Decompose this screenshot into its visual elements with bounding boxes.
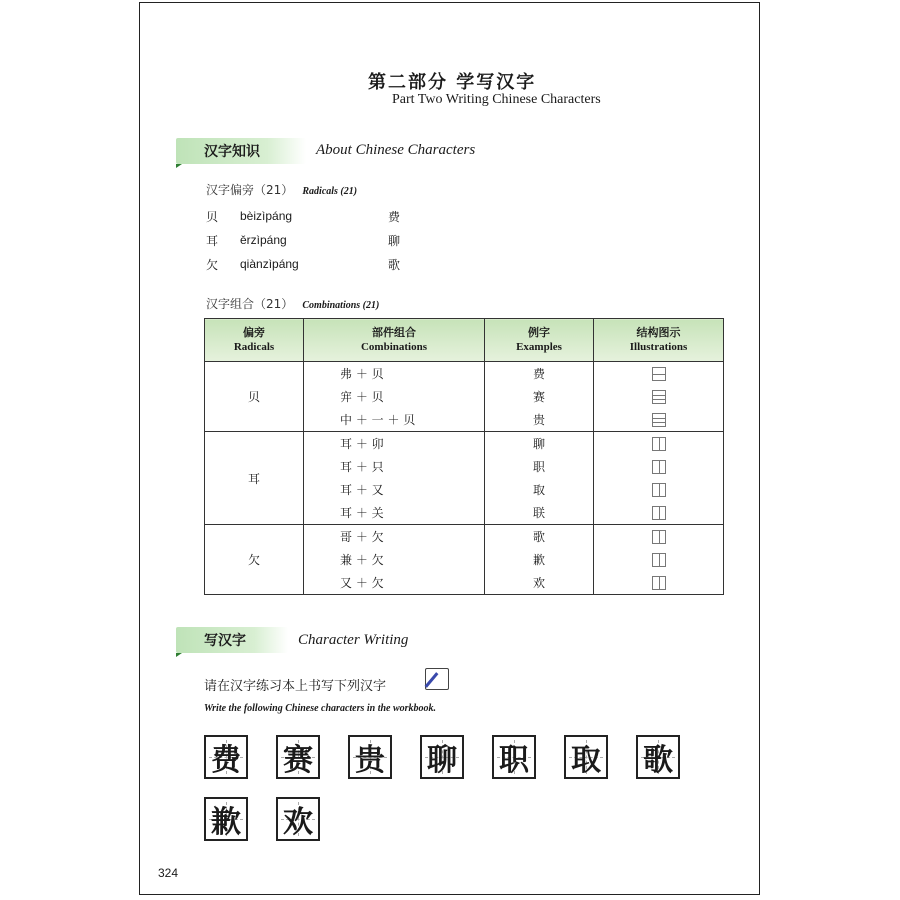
pen-workbook-icon (425, 668, 449, 690)
radicals-heading (206, 179, 357, 198)
practice-char-box: 赛 (276, 735, 320, 779)
practice-char-box: 取 (564, 735, 608, 779)
illustration-cell (594, 362, 724, 386)
left-right-structure-icon (652, 553, 666, 567)
example-cell: 取 (485, 478, 594, 501)
practice-char-box: 职 (492, 735, 536, 779)
page-title-cn: 第二部分 学写汉字 (368, 72, 537, 93)
combo-cell: 兼 ＋ 欠 (304, 548, 485, 571)
combo-cell: 弗 ＋ 贝 (304, 362, 485, 386)
illustration-cell (594, 525, 724, 549)
example-cell: 贵 (485, 408, 594, 432)
illustration-cell (594, 548, 724, 571)
radical-pinyin: bèizìpáng (240, 209, 293, 223)
section-label-cn: 写汉字 (204, 633, 246, 649)
combinations-heading-en: Combinations (21) (302, 300, 380, 311)
example-cell: 歌 (485, 525, 594, 549)
left-right-structure-icon (652, 576, 666, 590)
combinations-heading (206, 293, 379, 312)
example-cell: 联 (485, 501, 594, 525)
example-cell: 费 (485, 362, 594, 386)
radical-char: 欠 (206, 258, 219, 272)
combo-cell: 中 ＋ 一 ＋ 贝 (304, 408, 485, 432)
radical-char: 耳 (206, 234, 219, 248)
combinations-heading-cn: 汉字组合（21） (206, 297, 294, 311)
illustration-cell (594, 501, 724, 525)
page-title-en: Part Two Writing Chinese Characters (392, 92, 601, 107)
section-banner-about (176, 138, 306, 164)
combo-cell: 耳 ＋ 又 (304, 478, 485, 501)
example-cell: 欢 (485, 571, 594, 595)
practice-char-box: 欢 (276, 797, 320, 841)
illustration-cell (594, 408, 724, 432)
practice-char-box: 歌 (636, 735, 680, 779)
table-row (205, 362, 724, 386)
radical-example: 歌 (388, 258, 401, 272)
instruction-cn: 请在汉字练习本上书写下列汉字 (204, 679, 387, 694)
combo-cell: 又 ＋ 欠 (304, 571, 485, 595)
radical-example: 聊 (388, 234, 401, 248)
radicals-heading-cn: 汉字偏旁（21） (206, 183, 294, 197)
section-label-en: About Chinese Characters (316, 142, 476, 158)
section-banner-writing (176, 627, 288, 653)
banner-tip-icon (176, 164, 182, 168)
illustration-cell (594, 432, 724, 456)
radical-cell: 欠 (205, 525, 304, 595)
section-label-cn: 汉字知识 (204, 144, 260, 160)
radical-cell: 贝 (205, 362, 304, 432)
left-right-structure-icon (652, 506, 666, 520)
illustration-cell (594, 455, 724, 478)
radicals-heading-en: Radicals (21) (302, 186, 358, 197)
header-examples: 例字 Examples (485, 319, 594, 362)
practice-char-box: 歉 (204, 797, 248, 841)
example-cell: 聊 (485, 432, 594, 456)
table-row (205, 432, 724, 456)
radical-example: 费 (388, 210, 401, 224)
example-cell: 歉 (485, 548, 594, 571)
practice-char-box: 费 (204, 735, 248, 779)
combo-cell: 耳 ＋ 关 (304, 501, 485, 525)
page-number: 324 (158, 866, 179, 880)
left-right-structure-icon (652, 530, 666, 544)
combo-cell: 耳 ＋ 卯 (304, 432, 485, 456)
left-right-structure-icon (652, 483, 666, 497)
instruction-en: Write the following Chinese characters in the workbook. (204, 703, 437, 714)
radical-char: 贝 (206, 210, 219, 224)
header-combinations: 部件组合 Combinations (304, 319, 485, 362)
example-cell: 职 (485, 455, 594, 478)
left-right-structure-icon (652, 460, 666, 474)
table-header-row (205, 319, 724, 362)
illustration-cell (594, 571, 724, 595)
practice-char-box: 贵 (348, 735, 392, 779)
header-illustrations: 结构图示 Illustrations (594, 319, 724, 362)
table-row (205, 525, 724, 549)
illustration-cell (594, 478, 724, 501)
section-label-en: Character Writing (298, 632, 409, 648)
header-radicals: 偏旁 Radicals (205, 319, 304, 362)
top-middle-bottom-structure-icon (652, 390, 666, 404)
banner-tip-icon (176, 653, 182, 657)
radical-pinyin: qiànzìpáng (240, 257, 299, 271)
combinations-table (204, 318, 724, 595)
combo-cell: 哥 ＋ 欠 (304, 525, 485, 549)
radical-pinyin: ěrzìpáng (240, 233, 287, 247)
combo-cell: 耳 ＋ 只 (304, 455, 485, 478)
example-cell: 赛 (485, 385, 594, 408)
top-bottom-structure-icon (652, 367, 666, 381)
top-middle-bottom-structure-icon (652, 413, 666, 427)
combo-cell: 宑 ＋ 贝 (304, 385, 485, 408)
left-right-structure-icon (652, 437, 666, 451)
illustration-cell (594, 385, 724, 408)
practice-char-box: 聊 (420, 735, 464, 779)
radical-cell: 耳 (205, 432, 304, 525)
